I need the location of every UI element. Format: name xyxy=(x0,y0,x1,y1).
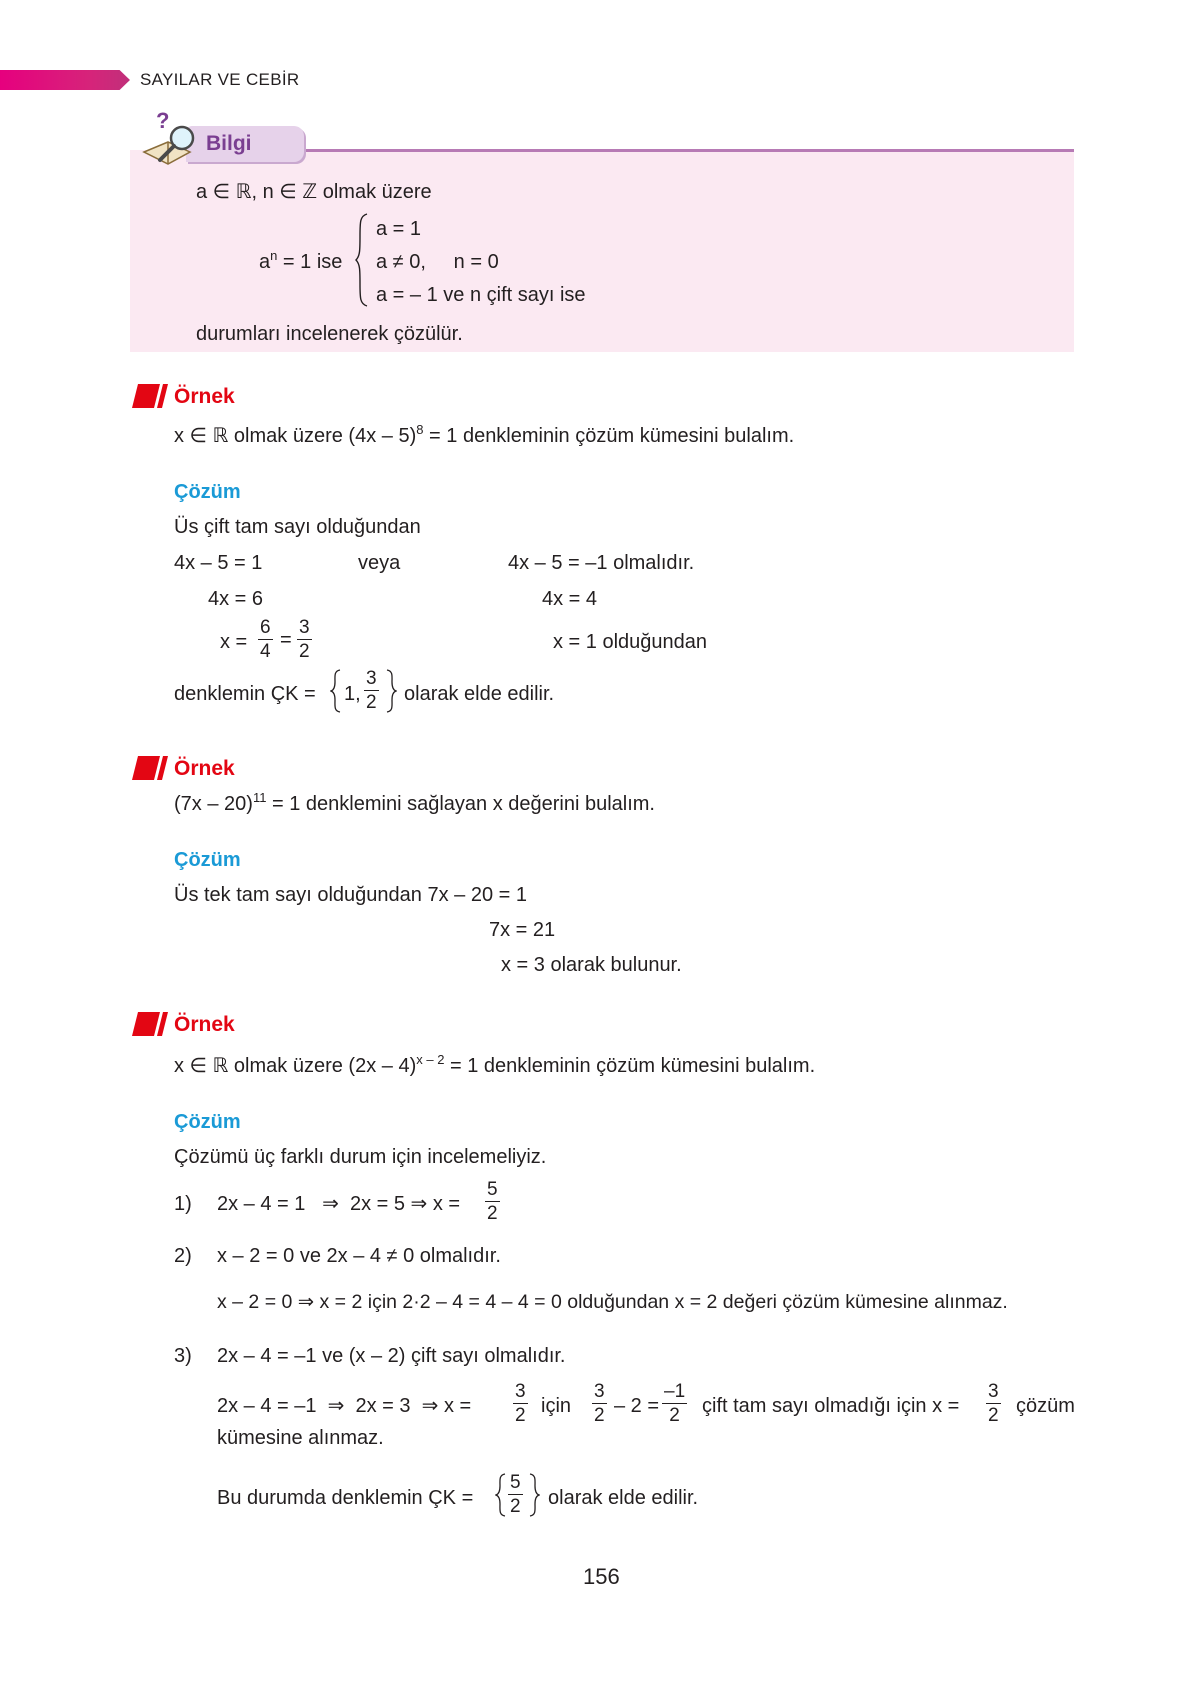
bilgi-lhs-exp: n xyxy=(270,248,278,263)
bilgi-closing: durumları incelenerek çözülür. xyxy=(196,323,463,345)
magnifier-book-icon xyxy=(138,108,204,170)
frac-den: 2 xyxy=(366,692,377,713)
svg-text:?: ? xyxy=(156,108,170,133)
ornek-marker-icon xyxy=(132,382,170,410)
case-3-icin: için xyxy=(541,1395,572,1417)
frac-den: 2 xyxy=(510,1496,521,1517)
bilgi-label: Bilgi xyxy=(206,132,252,155)
ex3-solution-set-post: olarak elde edilir. xyxy=(548,1487,699,1509)
bilgi-case3: a = – 1 ve n çift sayı ise xyxy=(376,284,586,306)
ex1-line3b: 4x = 4 xyxy=(542,588,598,610)
ex1-line2c: 4x – 5 = –1 olmalıdır. xyxy=(508,552,695,574)
case-2-number: 2) xyxy=(174,1245,192,1267)
example-1-solution-label: Çözüm xyxy=(174,481,241,503)
frac-num: 3 xyxy=(594,1381,605,1402)
q3-post: = 1 denkleminin çözüm kümesini bulalım. xyxy=(444,1055,816,1077)
set-close-brace-icon xyxy=(385,668,397,714)
ex1-eq-sign: = xyxy=(280,629,292,651)
ex1-line3a: 4x = 6 xyxy=(208,588,264,610)
ex1-line2a: 4x – 5 = 1 xyxy=(174,552,263,574)
ex1-solution-set-pre: denklemin ÇK = xyxy=(174,683,316,705)
ex1-fraction-6-4 xyxy=(258,618,273,661)
case-3-line-d: çift tam sayı olmadığı için x = xyxy=(702,1395,960,1417)
case-3-text: 2x – 4 = –1 ve (x – 2) çift sayı olmalıdır. xyxy=(217,1345,566,1367)
ex2-line1: Üs tek tam sayı olduğundan 7x – 20 = 1 xyxy=(174,884,527,906)
bilgi-line1: a ∈ ℝ, n ∈ ℤ olmak üzere xyxy=(196,181,432,203)
ex2-line2: 7x = 21 xyxy=(489,919,556,941)
case-3-number: 3) xyxy=(174,1345,192,1367)
bilgi-case1: a = 1 xyxy=(376,218,422,240)
ex2-line3: x = 3 olarak bulunur. xyxy=(501,954,682,976)
q2-post: = 1 denklemini sağlayan x değerini bulalım. xyxy=(266,793,655,815)
frac-num: 3 xyxy=(988,1381,999,1402)
frac-den: 2 xyxy=(515,1405,526,1426)
ex1-fraction-3-2 xyxy=(297,618,312,661)
ornek-marker-icon xyxy=(132,1010,170,1038)
bilgi-lhs xyxy=(259,248,343,273)
frac-num: 3 xyxy=(366,668,377,689)
frac-num: 3 xyxy=(515,1381,526,1402)
ex3-intro: Çözümü üç farklı durum için incelemeliyiz. xyxy=(174,1146,547,1168)
bilgi-case2: a ≠ 0, n = 0 xyxy=(376,251,499,273)
section-title: SAYILAR VE CEBİR xyxy=(140,70,300,89)
ex1-x-eq: x = xyxy=(220,631,248,653)
q2-exp: 11 xyxy=(252,790,267,805)
frac-den: 2 xyxy=(669,1405,680,1426)
set-close-brace-icon xyxy=(528,1472,540,1518)
case-3-minus-two: – 2 = xyxy=(614,1395,660,1417)
page-number: 156 xyxy=(583,1564,620,1589)
q3-pre: x ∈ ℝ olmak üzere (2x – 4) xyxy=(174,1055,417,1077)
case-3-line-a: 2x – 4 = –1 ⇒ 2x = 3 ⇒ x = xyxy=(217,1395,472,1417)
example-1-question xyxy=(174,422,795,447)
ex1-solution-set-post: olarak elde edilir. xyxy=(404,683,555,705)
bilgi-lhs-rest: = 1 ise xyxy=(277,251,343,273)
example-2-question xyxy=(174,790,655,815)
frac-num: 6 xyxy=(260,617,271,638)
case-2-text: x – 2 = 0 ve 2x – 4 ≠ 0 olmalıdır. xyxy=(217,1245,501,1267)
example-2-label: Örnek xyxy=(174,757,235,780)
example-3-solution-label: Çözüm xyxy=(174,1111,241,1133)
frac-den: 2 xyxy=(988,1405,999,1426)
frac-den: 2 xyxy=(594,1405,605,1426)
ex1-set-fraction xyxy=(364,669,379,712)
ornek-marker-icon xyxy=(132,754,170,782)
frac-num: –1 xyxy=(664,1381,686,1402)
ex1-line1: Üs çift tam sayı olduğundan xyxy=(174,516,421,538)
example-3-label: Örnek xyxy=(174,1013,235,1036)
ex1-set-elem1: 1, xyxy=(344,683,361,705)
frac-num: 5 xyxy=(510,1472,521,1493)
case-3-continuation: kümesine alınmaz. xyxy=(217,1427,384,1449)
case-3-cozum: çözüm xyxy=(1016,1395,1075,1417)
case-3-fraction-4 xyxy=(986,1382,1001,1425)
ex3-solution-set-pre: Bu durumda denklemin ÇK = xyxy=(217,1487,474,1509)
header-accent-bar xyxy=(0,70,130,90)
q2-pre: (7x – 20) xyxy=(174,793,253,815)
ex1-line2b: veya xyxy=(358,552,401,574)
set-open-brace-icon xyxy=(495,1472,507,1518)
q3-exp: x – 2 xyxy=(416,1052,445,1067)
set-open-brace-icon xyxy=(330,668,342,714)
q1-exp: 8 xyxy=(416,422,424,437)
frac-den: 4 xyxy=(260,641,271,662)
case-3-fraction-3 xyxy=(662,1382,687,1425)
case-3-fraction-2 xyxy=(592,1382,607,1425)
frac-num: 5 xyxy=(487,1179,498,1200)
case-1-number: 1) xyxy=(174,1193,192,1215)
q1-pre: x ∈ ℝ olmak üzere (4x – 5) xyxy=(174,425,417,447)
example-2-solution-label: Çözüm xyxy=(174,849,241,871)
frac-num: 3 xyxy=(299,617,310,638)
bilgi-divider xyxy=(260,149,1074,152)
example-1-label: Örnek xyxy=(174,385,235,408)
ex1-line4b: x = 1 olduğundan xyxy=(553,631,708,653)
case-1-fraction xyxy=(485,1180,500,1223)
case-2-detail: x – 2 = 0 ⇒ x = 2 için 2·2 – 4 = 4 – 4 = 0 olduğundan x = 2 değeri çözüm kümesine alınmaz. xyxy=(217,1291,1008,1313)
frac-den: 2 xyxy=(299,641,310,662)
case-3-fraction-1 xyxy=(513,1382,528,1425)
frac-den: 2 xyxy=(487,1203,498,1224)
ex3-set-fraction xyxy=(508,1473,523,1516)
case-1-text: 2x – 4 = 1 ⇒ 2x = 5 ⇒ x = xyxy=(217,1193,461,1215)
left-brace-icon xyxy=(354,212,370,308)
bilgi-lhs-base: a xyxy=(259,251,271,273)
q1-post: = 1 denkleminin çözüm kümesini bulalım. xyxy=(423,425,795,447)
example-3-question xyxy=(174,1052,816,1077)
